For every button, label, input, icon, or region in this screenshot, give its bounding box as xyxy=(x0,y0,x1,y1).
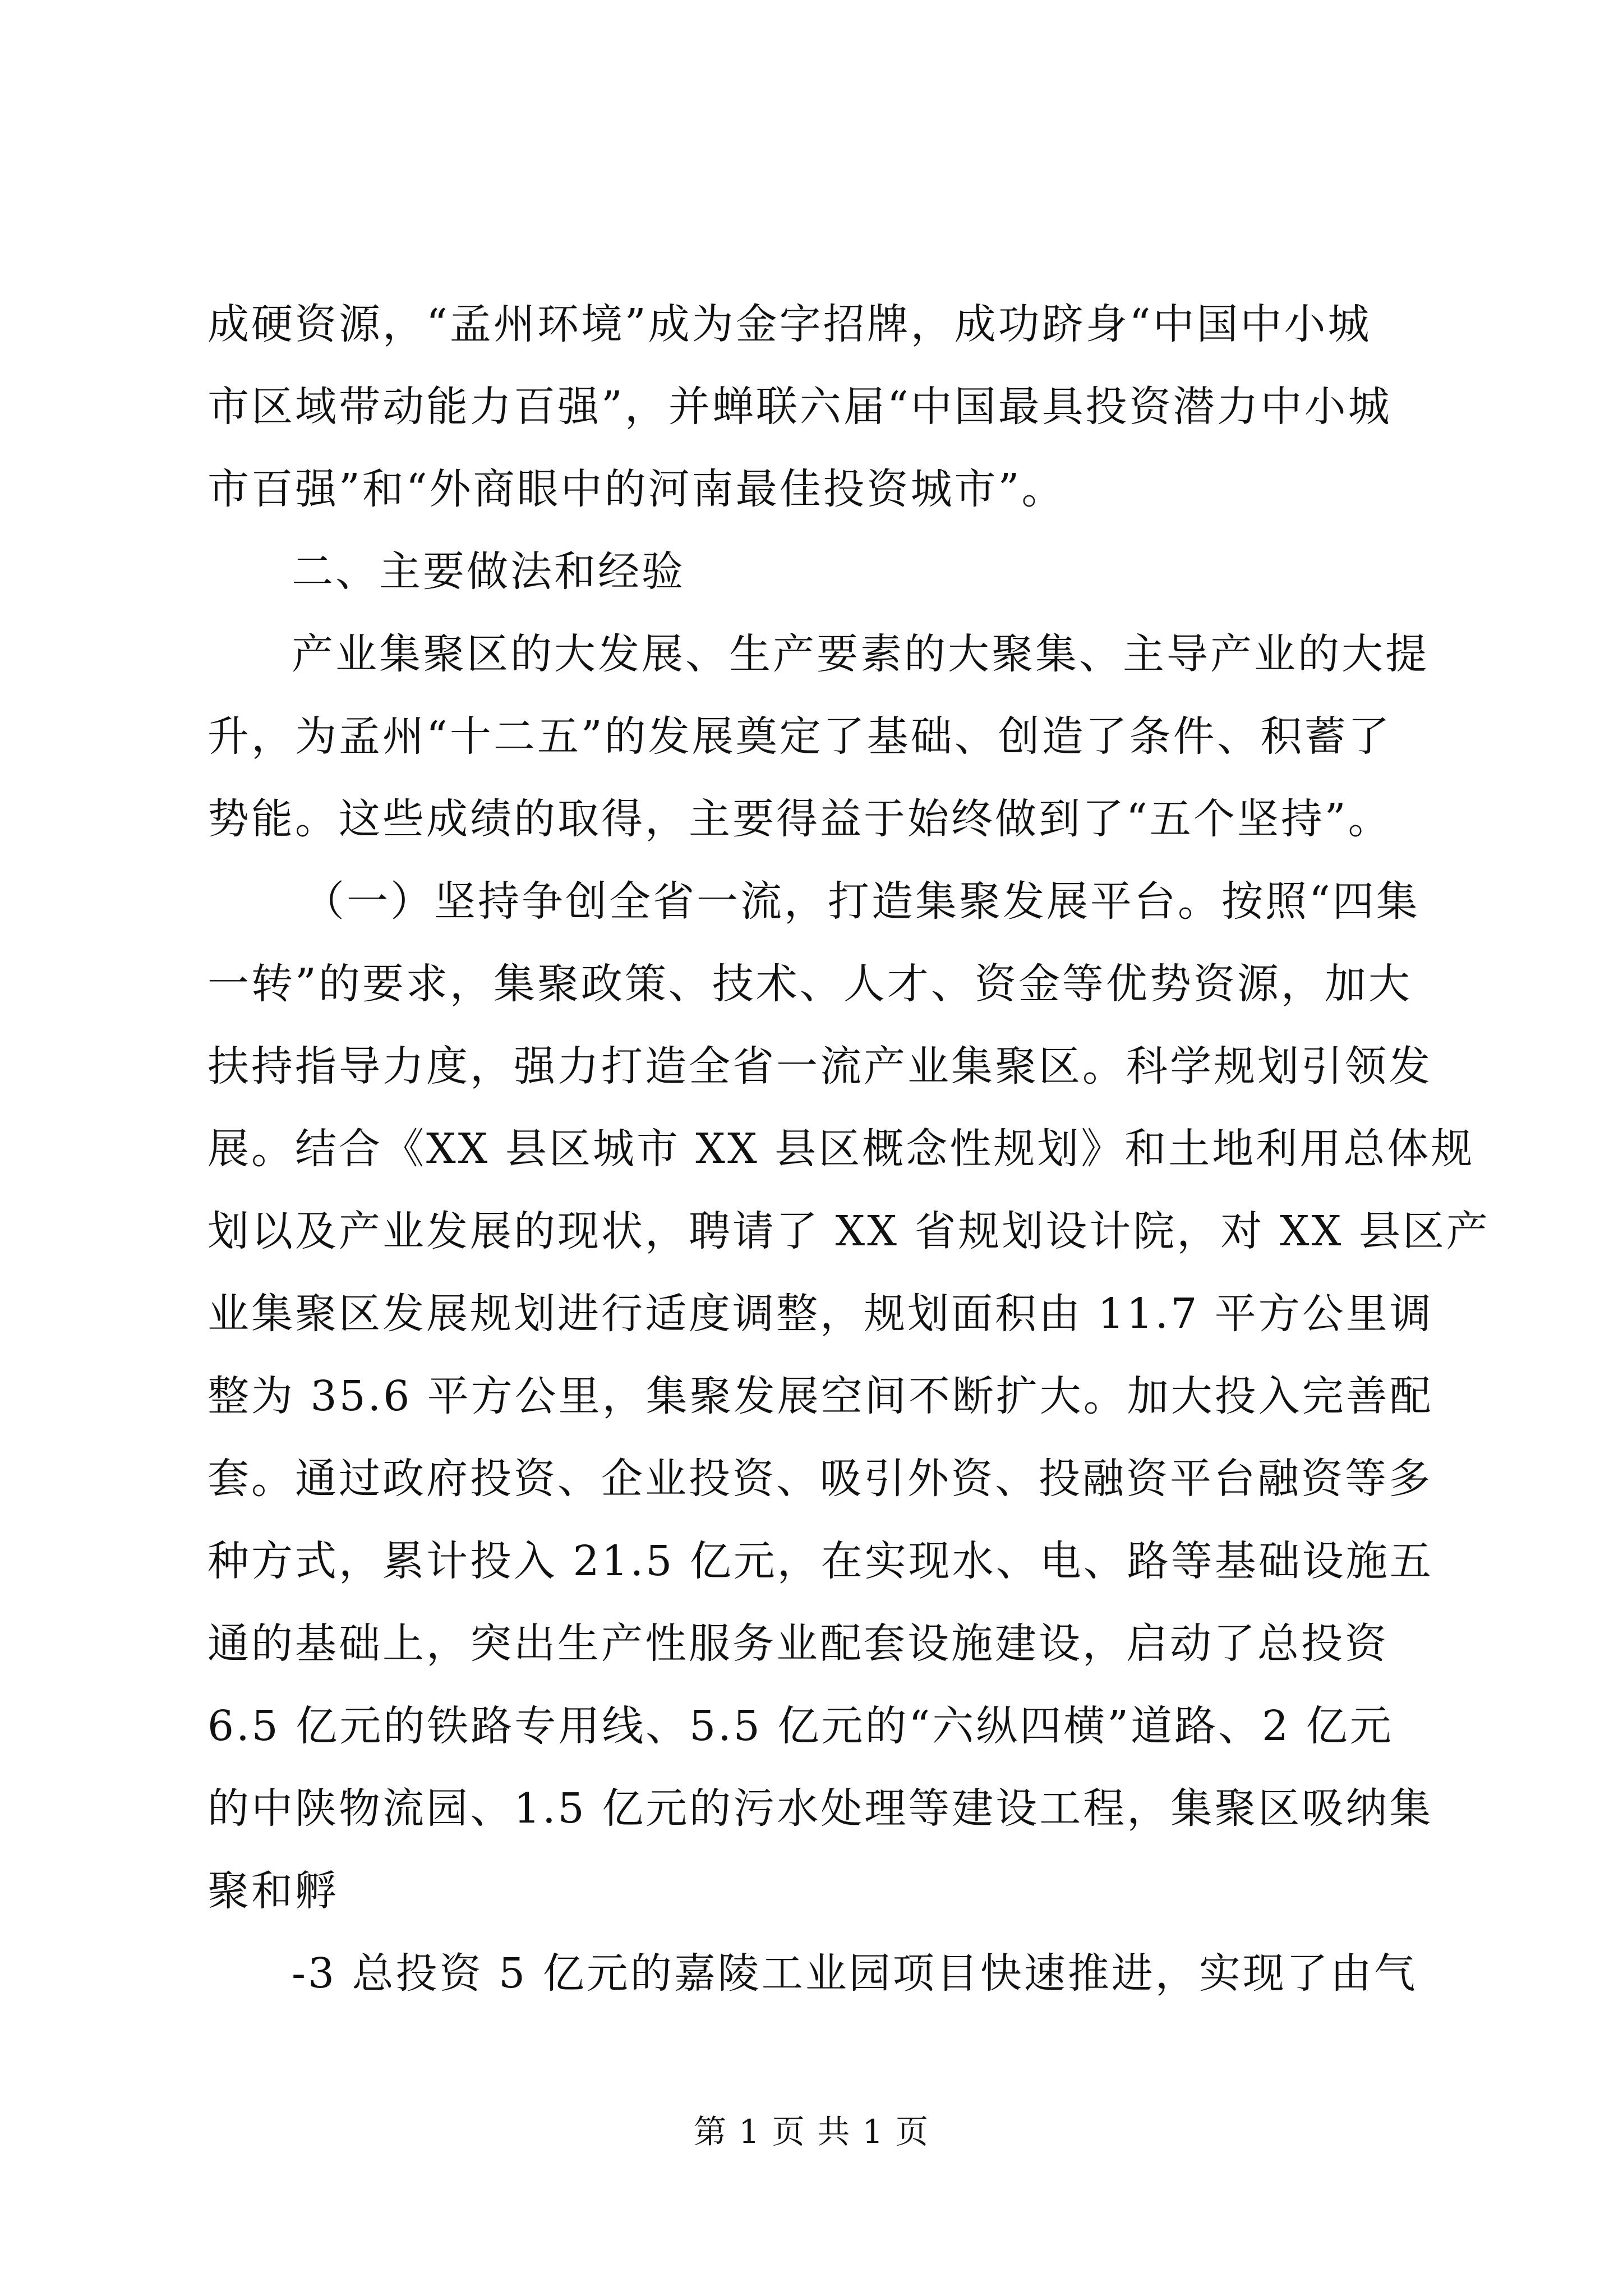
text-line: 聚和孵 xyxy=(208,1867,339,1915)
subsection-line: （一）坚持争创全省一流，打造集聚发展平台。按照“四集 xyxy=(303,877,1420,926)
text-line: 势能。这些成绩的取得，主要得益于始终做到了“五个坚持”。 xyxy=(208,795,1392,843)
text-line: 通的基础上，突出生产性服务业配套设施建设，启动了总投资 xyxy=(208,1619,1389,1668)
page-footer: 第 1 页 共 1 页 xyxy=(694,2113,929,2151)
text-line: -3 总投资 5 亿元的嘉陵工业园项目快速推进，实现了由气 xyxy=(292,1949,1418,1998)
text-line: 划以及产业发展的现状，聘请了 XX 省规划设计院，对 XX 县区产 xyxy=(208,1207,1490,1255)
text-line: 升，为孟州“十二五”的发展奠定了基础、创造了条件、积蓄了 xyxy=(208,712,1392,761)
text-line: 市百强”和“外商眼中的河南最佳投资城市”。 xyxy=(208,465,1066,513)
document-body xyxy=(208,283,1490,2015)
text-line: 市区域带动能力百强”，并蝉联六届“中国最具投资潜力中小城 xyxy=(208,383,1392,431)
text-line: 一转”的要求，集聚政策、技术、人才、资金等优势资源，加大 xyxy=(208,960,1412,1008)
text-line: 套。通过政府投资、企业投资、吸引外资、投融资平台融资等多 xyxy=(208,1455,1432,1503)
text-line: 的中陕物流园、1.5 亿元的污水处理等建设工程，集聚区吸纳集 xyxy=(208,1784,1433,1833)
section-heading: 二、主要做法和经验 xyxy=(292,547,685,596)
text-line: 展。结合《XX 县区城市 XX 县区概念性规划》和土地利用总体规 xyxy=(208,1125,1475,1173)
text-line: 整为 35.6 平方公里，集聚发展空间不断扩大。加大投入完善配 xyxy=(208,1372,1433,1420)
text-line: 成硬资源，“孟州环境”成为金字招牌，成功跻身“中国中小城 xyxy=(208,300,1372,348)
text-line: 种方式，累计投入 21.5 亿元，在实现水、电、路等基础设施五 xyxy=(208,1537,1433,1585)
text-line: 扶持指导力度，强力打造全省一流产业集聚区。科学规划引领发 xyxy=(208,1042,1432,1091)
text-line: 产业集聚区的大发展、生产要素的大聚集、主导产业的大提 xyxy=(292,630,1429,678)
text-line: 6.5 亿元的铁路专用线、5.5 亿元的“六纵四横”道路、2 亿元 xyxy=(208,1702,1394,1750)
text-line: 业集聚区发展规划进行适度调整，规划面积由 11.7 平方公里调 xyxy=(208,1290,1433,1338)
